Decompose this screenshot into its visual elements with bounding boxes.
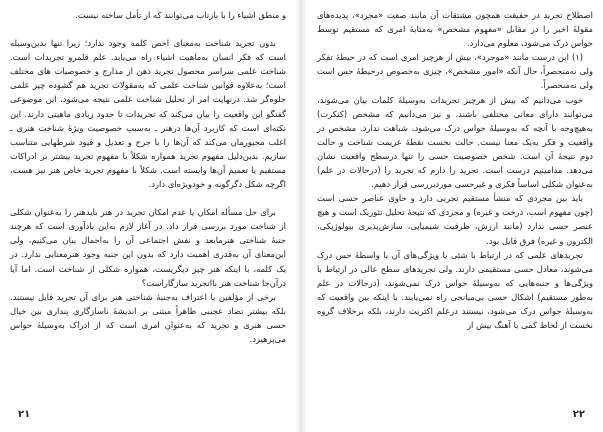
right-paragraph-1: اصطلاح تجرید در حقیقت همچون مشتقات آن مانند صفت «مجرد»، پدیده‌های مقولهٔ اخیر را در مقابل «مفهوم مشخص» به‌مثابهٔ امری که مستقیم توسط حواس درک می‌شود، معلوم می‌دارد.	[317, 10, 593, 49]
left-paragraph-4: برخی از مؤلفین با اعتراف به‌جنبهٔ شناختی هنر برای آن تجرید قایل نیستند. بلکه بیشتر تضاد عجیبی ظاهراً مبتنی بر اندیشهٔ ناسازگاری پنداری بین خیال حسی هنری و تجرید که به‌عنوان امری است که از ادراک به‌وسیلهٔ حواس می‌پرهیزد.	[10, 291, 286, 344]
left-page-text	[10, 8, 286, 346]
left-paragraph-2: بدون تجرید شناخت به‌معنای اخص کلمه وجود ندارد؛ زیرا تنها بدین‌وسیله است که فکر انسان به‌ماهیت اشیاء راه می‌یابد. علم قلمرو تجریدات است. شناخت علمی سراسر محصول تجرید ذهن از مدارج و خصوصیات های مختلف است؛ به‌علاوه قوانین شناخت علمی که به‌مقولات تجرید هم گشوده چیز علمی جلوه‌گر شد. درنهایت امر از تحلیل شناخت علمی نتیجه می‌شود. این موضوعی گفتگو این واقعیت را بیان می‌کند که تجریدات تا حدود زیادی ماهیتی دارند. این نکته‌ای است که کاربرد آن‌ها درهنر ـ به‌سبب خصوصیت ویژهٔ شناخت هنری ـ اغلب مجبورمان می‌کند که آن‌ها را با جرح و تعدیل و قیود شرطهایی متناسب سازیم. بدین‌دلیل مفهوم تجرید همواره شکلاً با مفهوم تجرید بیشتر بر ادراکات مستقیم یا تعمیم آن‌ها وابسته است. شکلاً با مفهوم تجرید خاص هنر نیز هست، اگرچه شکل دگرگونه و خودویژه‌ای دارد.	[10, 38, 286, 190]
right-paragraph-4: باید بین مجردی که منشأ مستقیم تجربی دارد و حاوی عناصر حسی است (چون مفهوم اسب، درخت و غیره) و مجردی که نتیجهٔ تحلیل تئوریک است و هیچ عنصر حسی ندارد (مانند ارزش، ظرفیت شیمیایی، سازش‌پذیری بیولوژیکی، الکترون و غیره) فرق قایل بود.	[317, 193, 593, 246]
book-gutter	[296, 0, 307, 432]
left-paragraph-1: و منطق اشیاء را با بازتاب می‌توانند که از تأمل ساخته نیست.	[75, 10, 286, 20]
right-paragraph-2: (۱) این درست مانند «موجرد»، بیش از هرچیز امری است که در حیطهٔ تفکر ولی نه‌منحصراً، حال آنکه «امور مشخص»، چیزی به‌خصوص درحیطهٔ حس است ولی نه‌منحصراً.	[317, 52, 593, 91]
left-page-number: ۲۱	[18, 409, 31, 420]
right-page-text	[317, 8, 593, 332]
right-page	[307, 0, 603, 432]
left-page	[0, 0, 296, 432]
right-paragraph-5: تجریدهای علمی که در ارتباط با شئی یا ویژگی‌های آن با واسطهٔ حس درک می‌شوند، معادل حسی مستقیمی دارند. ولی تجریدهای سطح عالی در ارتباط با ویژگی‌ها و جنبه‌هایی که به‌وسیلهٔ حواس درک نمی‌شوند، (درحالات در علم به‌طور مستقیم) اشکال حسی بی‌میانجی راه نمی‌یابند. با اینکه بین واقعیت که به‌وسیلهٔ حواس درک می‌شود، نیستند درعلم اکثریت دارند، بلکه برخلاف گروه نخست از لحاظ کمی با آهنگ بیش از	[317, 249, 593, 331]
left-paragraph-3: برای حل مسأله امکان یا عدم امکان تجرید در هنر بایدهنر را به‌عنوان شکلی از شناخت مورد بررسی قرار داد. در آغاز لازم به‌این یادآوری است که هرچند جنبهٔ شناختی هنرمابعد و نقش اجتماعی آن را به‌اجمال بیان می‌کنیم، ولی این‌معنای آن به‌قدری اهمیت دارد که بدون این جنبه وجود هنرمعنایی ندارد. در یک کلمه، با اینکه هنر چیز دیگریست، همواره شکلی از شناخت است. اما آیا درآن‌جا شناخت هنر بااتجرید سازگاراست؟	[10, 207, 286, 288]
right-page-number: ۲۲	[572, 409, 585, 420]
right-paragraph-3: خوب می‌دانیم که بیش از هرچیز تجریدات به‌وسیلهٔ کلمات بیان می‌شوند، می‌توانند دارای معانی مختلفی باشند. و نیز می‌دانیم که مشخص (کنکرت) به‌هیچ‌وجه با آنچه که به‌وسیلهٔ حواس درک می‌شود، شباهت ندارد. مشخص در واقعیت و فکر به‌یک معنا نیست. حالت نخست نقطهٔ عزیمت شناخت و حالت دوم نتیجهٔ آن است. شخص خصوصیت حسی را تنها درسطح واقعیت نشان می‌دهد. مدامینیم درست است. تجرید را دارم که تجرید را (درحالات در علم) به‌عنوان شکلی اساساً فکری و غیرحسی موردبررسی قرار دهیم.	[317, 94, 593, 190]
